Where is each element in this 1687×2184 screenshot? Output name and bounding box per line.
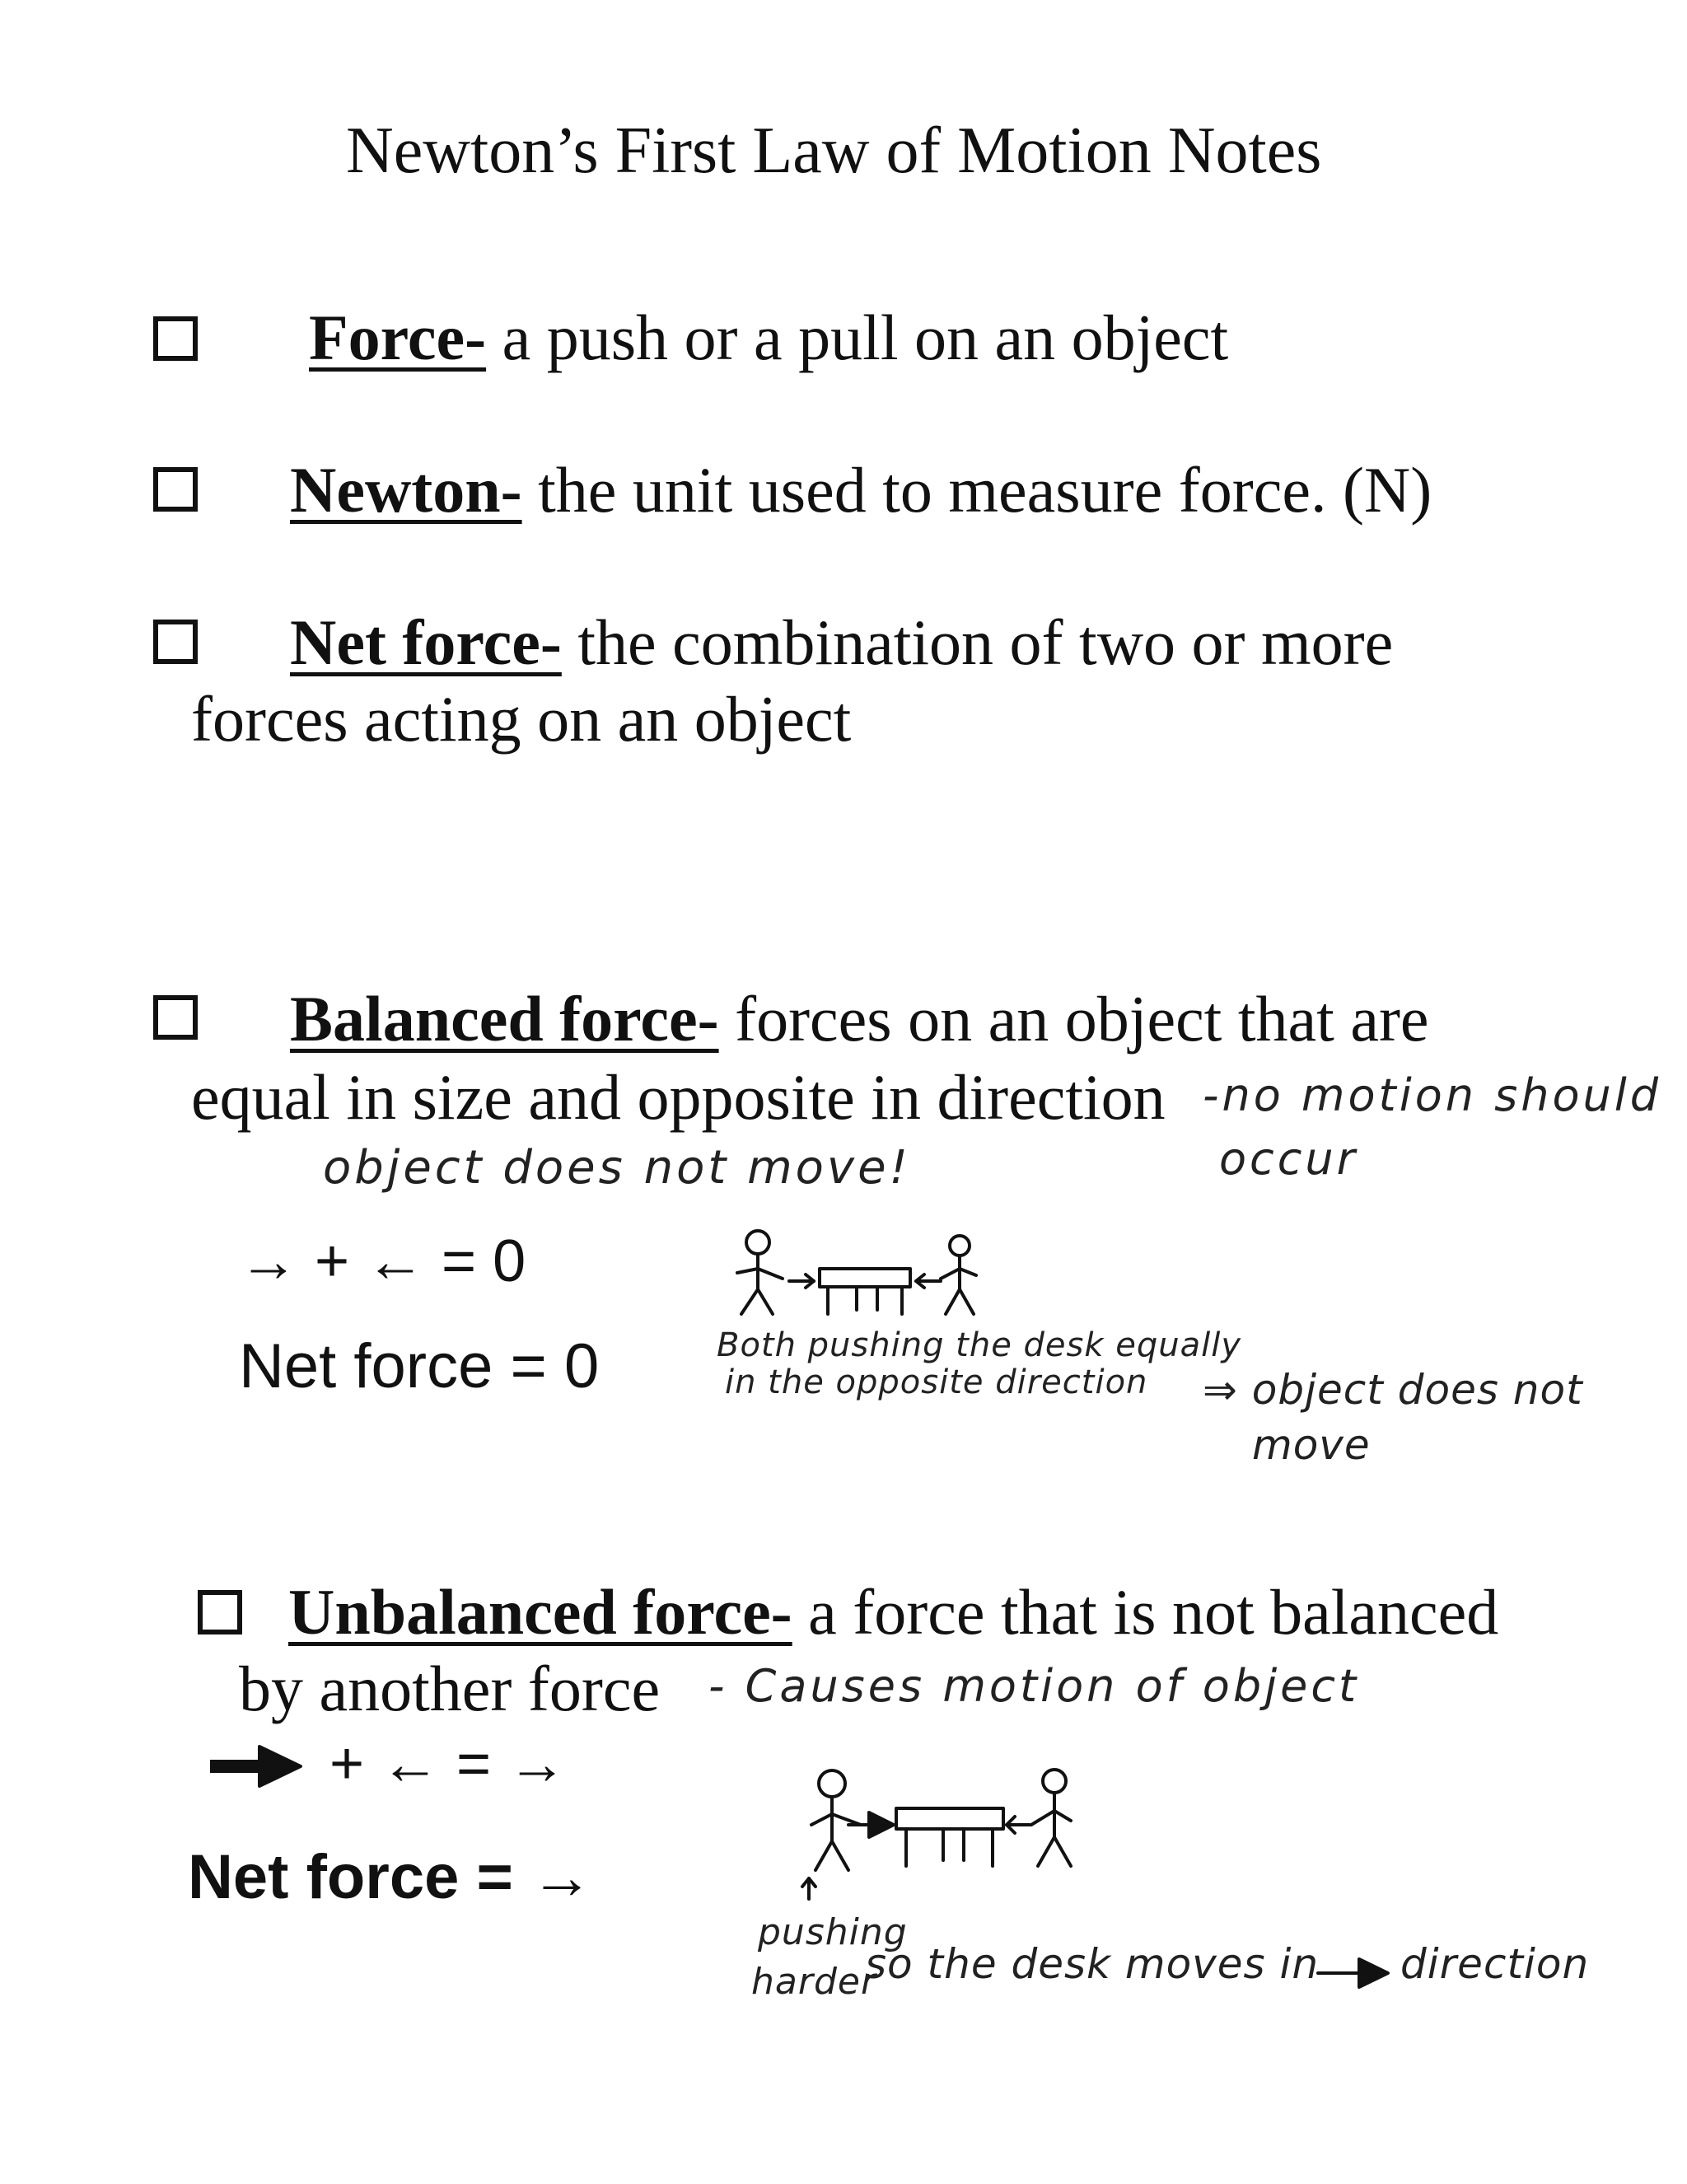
checkbox-net-force[interactable]	[153, 620, 198, 664]
handwritten-harder: harder	[751, 1961, 877, 2003]
page-title: Newton’s First Law of Motion Notes	[346, 115, 1322, 187]
definition-force-text: a push or a pull on an object	[486, 302, 1229, 373]
handwritten-object-does-not: ⇒ object does not	[1203, 1366, 1583, 1414]
definition-balanced-force-continuation: equal in size and opposite in direction	[191, 1061, 1166, 1133]
definition-net-force	[290, 606, 1393, 680]
handwritten-both-pushing: Both pushing the desk equally	[717, 1326, 1242, 1364]
unbalanced-desk-sketch-icon	[791, 1763, 1087, 1887]
handwritten-opposite-direction: in the opposite direction	[725, 1363, 1148, 1401]
thick-arrow-icon	[210, 1747, 309, 1788]
handwritten-pushing: pushing	[758, 1911, 908, 1953]
unbalanced-net-force: Net force = →	[188, 1842, 594, 1912]
definition-newton-text: the unit used to measure force. (N)	[521, 454, 1432, 526]
handwritten-move: move	[1252, 1421, 1371, 1469]
handwritten-occur-note: occur	[1219, 1133, 1358, 1185]
term-unbalanced-force: Unbalanced force-	[288, 1576, 792, 1648]
definition-force	[309, 301, 1228, 375]
balanced-desk-sketch-icon	[725, 1228, 988, 1326]
term-balanced-force: Balanced force-	[290, 983, 719, 1055]
unbalanced-equation: + ← = →	[329, 1731, 568, 1797]
handwritten-causes-motion: - Causes motion of object	[708, 1660, 1360, 1712]
handwritten-object-note: object does not move!	[323, 1141, 911, 1195]
definition-net-force-continuation: forces acting on an object	[191, 683, 852, 755]
definition-net-force-text: the combination of two or more	[561, 606, 1394, 678]
definition-unbalanced-force-text: a force that is not balanced	[792, 1576, 1499, 1648]
balanced-net-force: Net force = 0	[239, 1331, 600, 1401]
checkbox-unbalanced-force[interactable]	[198, 1590, 242, 1634]
checkbox-balanced-force[interactable]	[153, 995, 198, 1040]
checkbox-newton[interactable]	[153, 467, 198, 512]
handwritten-no-motion-note: -no motion should	[1203, 1069, 1662, 1121]
term-net-force: Net force-	[290, 606, 562, 678]
handwritten-direction: direction	[1400, 1940, 1590, 1988]
checkbox-force[interactable]	[153, 316, 198, 361]
term-newton: Newton-	[290, 454, 522, 526]
direction-arrow-icon	[1318, 1953, 1392, 1994]
definition-unbalanced-force-continuation: by another force	[239, 1653, 661, 1724]
handwritten-desk-moves: so the desk moves in	[865, 1940, 1320, 1988]
definition-balanced-force-text: forces on an object that are	[718, 983, 1429, 1055]
term-force: Force-	[309, 302, 487, 373]
definition-balanced-force	[290, 982, 1429, 1056]
balanced-equation: → + ← = 0	[239, 1228, 526, 1294]
definition-unbalanced-force	[288, 1575, 1498, 1649]
definition-newton	[290, 453, 1432, 527]
